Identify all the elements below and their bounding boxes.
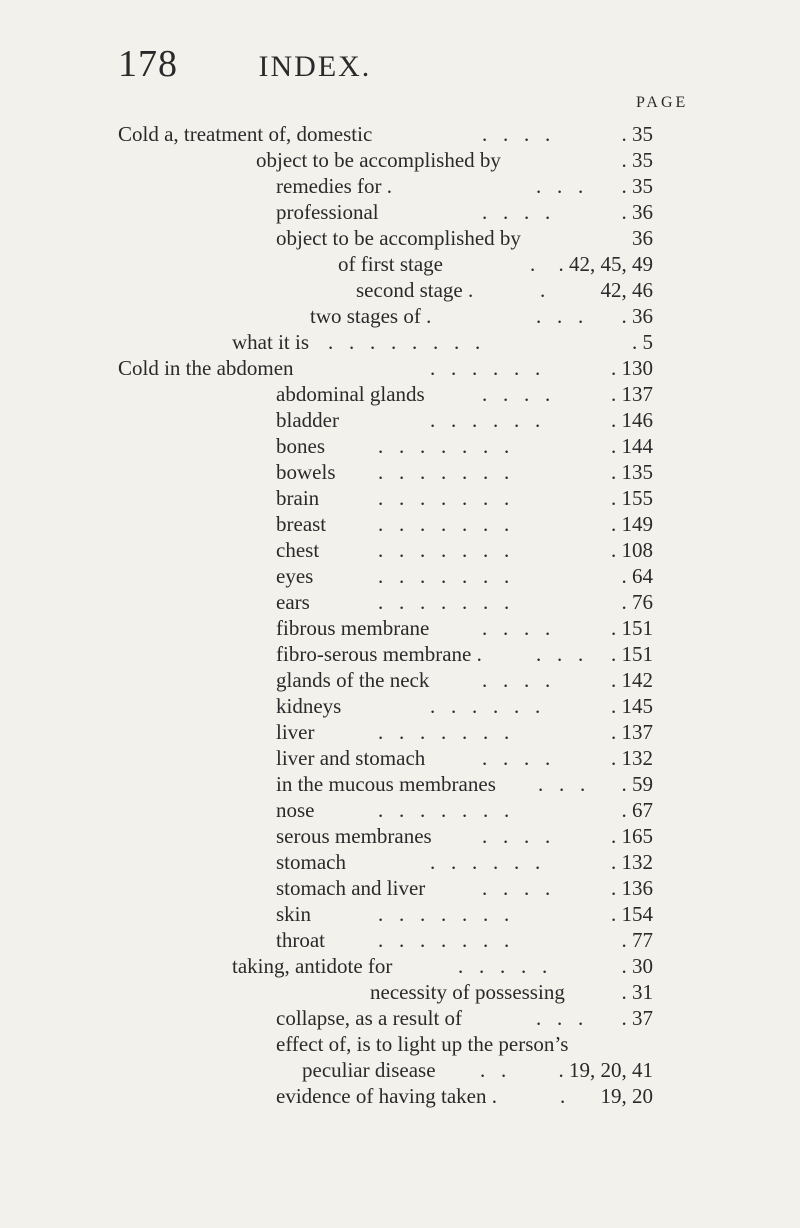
index-entry [0,485,800,511]
entry-term: fibro-serous membrane . [276,642,482,666]
entry-leader: . . . . . . . [378,486,515,510]
entry-pages: . 151 [611,616,653,640]
entry-leader: . . . . [482,382,556,406]
entry-leader: . . . [536,174,589,198]
entry-pages: . 142 [611,668,653,692]
index-entry [0,1083,800,1109]
entry-leader: . . . . [482,876,556,900]
entry-pages: . 42, 45, 49 [558,252,653,276]
index-entry [0,771,800,797]
entry-term: Cold a, treatment of, domestic [118,122,373,146]
index-entry [0,745,800,771]
entry-term: of first stage [338,252,443,276]
running-head: INDEX. [258,50,372,83]
entry-term: glands of the neck [276,668,430,692]
index-entry [0,459,800,485]
index-entry [0,225,800,251]
entry-term: liver and stomach [276,746,426,770]
entry-term: chest [276,538,320,562]
entry-leader: . . . . . . . . [328,330,486,354]
page-number: 178 [118,43,178,85]
index-entry [0,615,800,641]
index-entry [0,147,800,173]
entry-leader: . . . [538,772,591,796]
entry-term: evidence of having taken . [276,1084,497,1108]
entry-term: in the mucous membranes [276,772,496,796]
entry-leader: . . . . [482,200,556,224]
index-entry [0,979,800,1005]
index-entry [0,823,800,849]
entry-pages: 19, 20 [600,1084,653,1108]
entry-term: bowels [276,460,336,484]
index-entry [0,511,800,537]
index-entry [0,277,800,303]
index-entry [0,407,800,433]
page-header [118,42,371,86]
entry-pages: . 132 [611,746,653,770]
entry-term: stomach and liver [276,876,426,900]
entry-pages: . 136 [611,876,653,900]
index-entry [0,927,800,953]
entry-leader: . [540,278,551,302]
entry-pages: . 67 [621,798,653,822]
entry-term: remedies for . [276,174,393,198]
index-entry [0,303,800,329]
entry-pages: . 37 [621,1006,653,1030]
entry-leader: . . . . . . [430,850,546,874]
entry-term: peculiar disease [302,1058,436,1082]
index-entry [0,1031,800,1057]
index-entry [0,563,800,589]
entry-leader: . . . . . . [430,356,546,380]
entry-leader: . . . . [482,824,556,848]
index-entry [0,641,800,667]
entry-pages: . 146 [611,408,653,432]
entry-term: collapse, as a result of [276,1006,463,1030]
index-entry [0,1057,800,1083]
entry-leader: . . . . . . [430,694,546,718]
entry-leader: . . . . [482,616,556,640]
entry-leader: . . . [536,1006,589,1030]
index-entry [0,693,800,719]
entry-pages: 36 [632,226,653,250]
entry-leader: . . . [536,304,589,328]
entry-term: effect of, is to light up the person’s [276,1032,569,1056]
entry-pages: . 77 [621,928,653,952]
index-entry [0,901,800,927]
entry-term: object to be accomplished by [256,148,501,172]
entry-pages: . 132 [611,850,653,874]
index-entry [0,797,800,823]
index-entry [0,953,800,979]
entry-pages: . 154 [611,902,653,926]
index-entry [0,537,800,563]
entry-pages: . 19, 20, 41 [558,1058,653,1082]
entry-term: taking, antidote for [232,954,393,978]
index-entry [0,719,800,745]
entry-pages: . 144 [611,434,653,458]
index-entry [0,121,800,147]
entry-pages: . 76 [621,590,653,614]
entry-leader: . . . [536,642,589,666]
entry-pages: . 151 [611,642,653,666]
entry-term: abdominal glands [276,382,425,406]
entry-pages: . 137 [611,720,653,744]
entry-pages: . 35 [621,148,653,172]
entry-term: stomach [276,850,346,874]
entry-pages: . 35 [621,174,653,198]
entry-term: bones [276,434,325,458]
entry-leader: . . . . . . . [378,434,515,458]
entry-term: eyes [276,564,314,588]
index-entry [0,199,800,225]
entry-pages: . 149 [611,512,653,536]
entry-pages: . 36 [621,304,653,328]
entry-pages: . 130 [611,356,653,380]
entry-leader: . . . . . . . [378,928,515,952]
entry-term: throat [276,928,325,952]
entry-leader: . . . . . . . [378,902,515,926]
index-entry [0,433,800,459]
entry-leader: . . . . . . . [378,460,515,484]
index-entry [0,875,800,901]
entry-pages: . 64 [621,564,653,588]
entry-term: professional [276,200,379,224]
entry-leader: . . . . . . . [378,720,515,744]
entry-pages: . 35 [621,122,653,146]
entry-pages: . 137 [611,382,653,406]
entry-pages: . 36 [621,200,653,224]
entry-leader: . . . . . . . [378,512,515,536]
entry-pages: . 30 [621,954,653,978]
index-entry [0,849,800,875]
index-entry [0,589,800,615]
entry-leader: . . [480,1058,512,1082]
entry-term: ears [276,590,310,614]
entry-term: serous membranes [276,824,432,848]
entry-pages: 42, 46 [600,278,653,302]
entry-leader: . . . . . . . [378,564,515,588]
entry-term: fibrous membrane [276,616,430,640]
entry-leader: . . . . . . [430,408,546,432]
entry-leader: . . . . . [458,954,553,978]
entry-term: second stage . [356,278,474,302]
page-column-heading: PAGE [636,94,689,111]
entry-pages: . 165 [611,824,653,848]
entry-pages: . 5 [632,330,653,354]
index-entry [0,251,800,277]
entry-pages: . 108 [611,538,653,562]
entry-leader: . . . . . . . [378,538,515,562]
index-entry [0,667,800,693]
entry-term: what it is [232,330,309,354]
index-entry [0,173,800,199]
entry-leader: . [560,1084,571,1108]
entry-leader: . . . . [482,668,556,692]
index-entry [0,1005,800,1031]
entry-term: necessity of possessing [370,980,565,1004]
entry-term: brain [276,486,320,510]
entry-term: skin [276,902,312,926]
entry-pages: . 59 [621,772,653,796]
entry-leader: . . . . . . . [378,590,515,614]
entry-leader: . [530,252,541,276]
entry-term: two stages of . [310,304,432,328]
entry-pages: . 155 [611,486,653,510]
entry-pages: . 135 [611,460,653,484]
entry-term: Cold in the abdomen [118,356,294,380]
entry-leader: . . . . [482,122,556,146]
entry-term: kidneys [276,694,342,718]
entry-term: object to be accomplished by [276,226,521,250]
entry-leader: . . . . [482,746,556,770]
index-entry [0,381,800,407]
entry-term: liver [276,720,315,744]
index-entry [0,329,800,355]
entry-term: bladder [276,408,339,432]
entry-pages: . 145 [611,694,653,718]
entry-term: nose [276,798,315,822]
entry-term: breast [276,512,327,536]
index-entry [0,355,800,381]
entry-leader: . . . . . . . [378,798,515,822]
entry-pages: . 31 [621,980,653,1004]
